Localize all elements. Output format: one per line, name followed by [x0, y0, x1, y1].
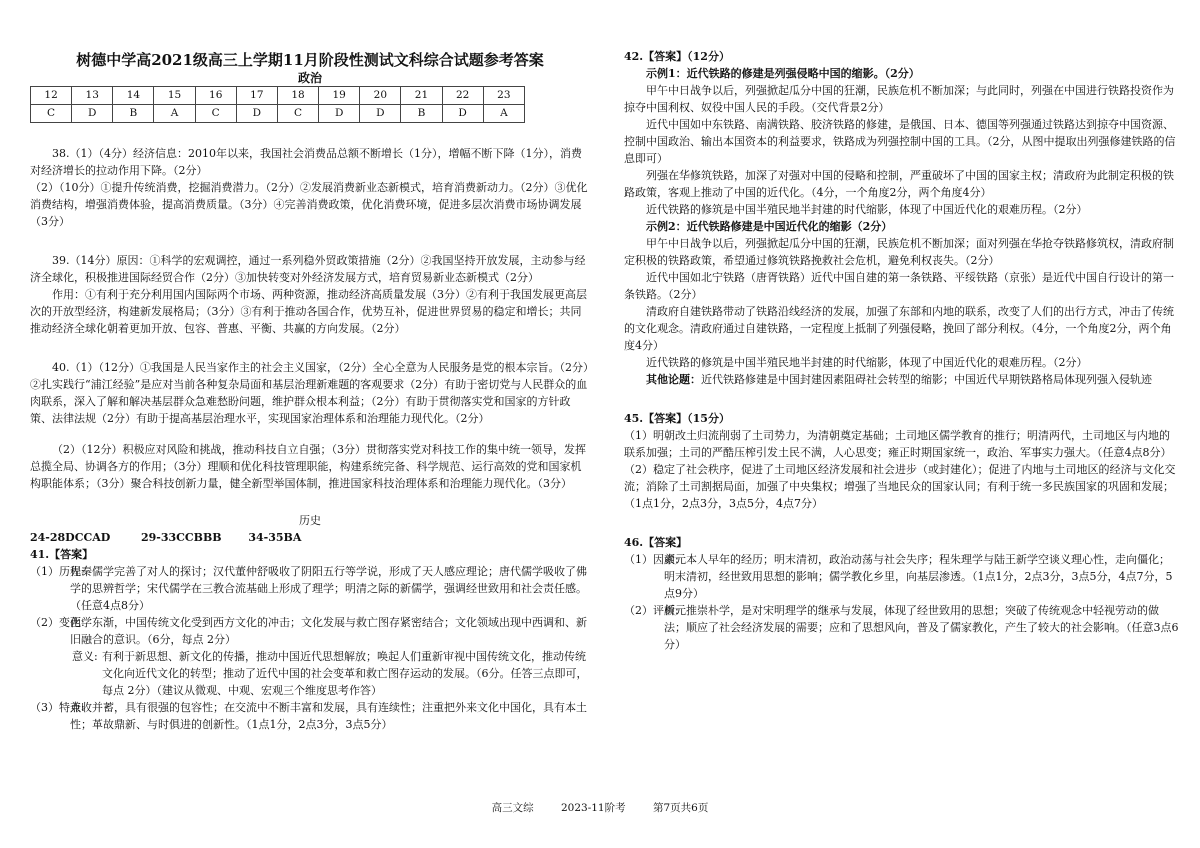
q40-part2: （2）（12分）积极应对风险和挑战，推动科技自立自强；（3分）贯彻落实党对科技工作的集中统一领导，发挥总揽全局、协调各方的作用；（3分）理顺和优化科技管理职能，构建系统完备、科学规范、运行高效的党和国家机构职能体系；（3分）聚合科技创新力量，健全新型举国体制，推进国家科技治理体系和治理能力现代化。（3分） [30, 443, 586, 490]
left-column [30, 0, 590, 733]
q42-other-text: 近代铁路修建是中国封建因素阻碍社会转型的缩影；中国近代早期铁路格局体现列强入侵轨迹 [701, 373, 1152, 386]
history-choice-answers [30, 529, 590, 546]
politics-answer-table [30, 86, 525, 123]
history-choice-34-35: 34-35BA [248, 531, 302, 544]
q41-part2-label: （2）变化: [30, 616, 85, 629]
answer-cell: B [401, 105, 442, 123]
answer-cell: D [72, 105, 113, 123]
question-number-cell: 22 [442, 87, 483, 105]
q42-example2-p2: 近代中国如北宁铁路（唐胥铁路）近代中国自建的第一条铁路、平绥铁路（京张）是近代中国自行设计的第一条铁路。（2分） [624, 271, 1174, 301]
question-number-cell: 21 [401, 87, 442, 105]
question-number-cell: 14 [113, 87, 154, 105]
section-title-politics: 政治 [297, 71, 322, 85]
q46-part1 [624, 551, 1180, 602]
section-title-history: 历史 [299, 514, 321, 527]
footer-page: 第7页共6页 [652, 802, 709, 814]
answer-cell: A [154, 105, 195, 123]
q46-part2 [624, 602, 1180, 653]
q42-example1-p1: 甲午中日战争以后，列强掀起瓜分中国的狂潮，民族危机不断加深；与此同时，列强在中国进行铁路投资作为掠夺中国利权、奴役中国人民的手段。（交代背景2分） [624, 84, 1174, 114]
question-number-cell: 23 [483, 87, 524, 105]
q46-part2-label: （2）评析: [624, 604, 679, 617]
answer-cell: B [113, 105, 154, 123]
q41-part3-text: 兼收并蓄，具有很强的包容性；在交流中不断丰富和发展，具有连续性；注重把外来文化中国化，具有本土性；革故鼎新、与时俱进的创新性。（1点1分，2点3分，3点5分） [70, 701, 587, 731]
q46-part1-label: （1）因素: [624, 553, 679, 566]
q40-part1: 40.（1）（12分）①我国是人民当家作主的社会主义国家，（2分）全心全意为人民服务是党的根本宗旨。（2分）②扎实践行“浦江经验”是应对当前各种复杂局面和基层治理新难题的客观要求（2分）有助于密切党与人民群众的血肉联系，深入了解和解决基层群众急难愁盼问题，维护群众根本利益；（2分）有助于贯彻落实党和国家的方针政策、法律法规（2分）有助于提高基层治理水平，实现国家治理体系和治理能力现代化。（2分） [30, 361, 589, 425]
q39-reasons: 39.（14分）原因：①科学的宏观调控，通过一系列稳外贸政策措施（2分）②我国坚持开放发展，主动参与经济全球化，积极推进国际经贸合作（2分）③加快转变对外经济发展方式，培育贸易新业态新模式（2分） [30, 254, 586, 284]
q42-other-label: 其他论题： [646, 373, 701, 386]
q41-part2 [30, 614, 590, 648]
q41-part2-significance [30, 648, 590, 699]
q38-part1: 38.（1）（4分）经济信息：2010年以来，我国社会消费品总额不断增长（1分），增幅不断下降（1分），消费对经济增长的拉动作用下降。（2分） [30, 147, 582, 177]
footer-subject: 高三文综 [491, 802, 534, 814]
q42-example1-p3: 列强在华修筑铁路，加深了对强对中国的侵略和控制，严重破坏了中国的国家主权；清政府为此制定积极的铁路政策，客观上推动了中国的近代化。（4分，一个角度2分，两个角度4分） [624, 169, 1174, 199]
answer-cell: C [31, 105, 72, 123]
question-number-cell: 20 [360, 87, 401, 105]
q46-part1-text: 颜元本人早年的经历；明末清初，政治动荡与社会失序；程朱理学与陆王新学空谈义理心性，走向僵化；明末清初，经世致用思想的影响；儒学教化乡里，向基层渗透。（1点1分，2点3分，3点5分，4点7分，5点9分） [664, 553, 1173, 600]
q41-part3-label: （3）特点: [30, 701, 85, 714]
question-number-cell: 19 [319, 87, 360, 105]
answer-cell: D [442, 105, 483, 123]
q41-part3 [30, 699, 590, 733]
q42-example2-p3: 清政府自建铁路带动了铁路沿线经济的发展，加强了东部和内地的联系，改变了人们的出行方式，冲击了传统的文化观念。清政府通过自建铁路，一定程度上抵制了列强侵略，挽回了部分利权。（4分，一个角度2分，两个角度4分） [624, 305, 1174, 352]
q41-part1-label: （1）历程: [30, 565, 85, 578]
history-choice-29-33: 29-33CCBBB [140, 531, 222, 544]
page-title: 树德中学高2021级高三上学期11月阶段性测试文科综合试题参考答案 [76, 51, 544, 69]
q41-part1-text: 先秦儒学完善了对人的探讨；汉代董仲舒吸收了阴阳五行等学说，形成了天人感应理论；唐代儒学吸收了佛学的思辨哲学；宋代儒学在三教合流基础上形成了理学；明清之际的新儒学，强调经世致用和社会责任感。（任意4点8分） [70, 565, 587, 612]
q45-heading: 45.【答案】（15分） [624, 412, 730, 425]
history-choice-24-28: 24-28DCCAD [30, 531, 111, 544]
q42-example2-p1: 甲午中日战争以后，列强掀起瓜分中国的狂潮，民族危机不断加深；面对列强在华抢夺铁路修筑权，清政府制定积极的铁路政策，希望通过修筑铁路挽救社会危机，避免利权丧失。（2分） [624, 237, 1174, 267]
question-number-cell: 18 [277, 87, 318, 105]
q42-example1-p4: 近代铁路的修筑是中国半殖民地半封建的时代缩影，体现了中国近代化的艰难历程。（2分） [646, 203, 1088, 216]
answer-table-answers-row [31, 105, 525, 123]
q42-example2-title: 示例2：近代铁路修建是中国近代化的缩影（2分） [646, 220, 893, 233]
q46-part2-text: 颜元推崇朴学，是对宋明理学的继承与发展，体现了经世致用的思想；突破了传统观念中轻视劳动的做法；顺应了社会经济发展的需要；应和了思想风向，普及了儒家教化，产生了较大的社会影响。（任意3点6分） [664, 604, 1179, 651]
q42-other-topics [624, 371, 1180, 388]
answer-cell: C [277, 105, 318, 123]
page-footer [0, 800, 1200, 815]
answer-cell: D [236, 105, 277, 123]
q41-heading: 41.【答案】 [30, 548, 94, 561]
q41-significance-text: 有利于新思想、新文化的传播，推动中国近代思想解放；唤起人们重新审视中国传统文化，推动传统文化向近代文化的转型；推动了近代中国的社会变革和救亡图存运动的发展。（6分。任答三点即可，每点 2分）（建议从微观、中观、宏观三个维度思考作答） [102, 650, 588, 697]
right-column [624, 48, 1180, 653]
q41-significance-label: 意义: [72, 650, 98, 663]
q42-example1-p2: 近代中国如中东铁路、南满铁路、胶济铁路的修建，是俄国、日本、德国等列强通过铁路达到掠夺中国资源、控制中国政治、输出本国资本的利益要求，铁路成为列强控制中国的工具。（2分，从图中提取出列强修建铁路的信息即可） [624, 118, 1176, 165]
question-number-cell: 16 [195, 87, 236, 105]
q45-part1: （1）明朝改土归流削弱了土司势力，为清朝奠定基础；土司地区儒学教育的推行；明清两代，土司地区与内地的联系加强；土司的严酷压榨引发土民不满，人心思变；雍正时期国家统一，政治、军事实力强大。（任意4点8分） [624, 429, 1172, 459]
question-number-cell: 15 [154, 87, 195, 105]
q38-part2: （2）（10分）①提升传统消费，挖掘消费潜力。（2分）②发展消费新业态新模式，培育消费新动力。（2分）③优化消费结构，增强消费体验，提高消费质量。（3分）④完善消费政策，优化消费环境，促进多层次消费市场协调发展（3分） [30, 181, 588, 228]
q42-example2-p4: 近代铁路的修筑是中国半殖民地半封建的时代缩影，体现了中国近代化的艰难历程。（2分） [646, 356, 1088, 369]
q41-part2-text: 西学东渐，中国传统文化受到西方文化的冲击；文化发展与救亡图存紧密结合；文化领域出现中西调和、新旧融合的意识。（6分，每点 2分） [70, 616, 587, 646]
question-number-cell: 17 [236, 87, 277, 105]
footer-exam: 2023-11阶考 [560, 802, 626, 814]
answer-cell: C [195, 105, 236, 123]
answer-cell: D [360, 105, 401, 123]
question-number-cell: 13 [72, 87, 113, 105]
question-number-cell: 12 [31, 87, 72, 105]
answer-table-numbers-row [31, 87, 525, 105]
q41-part1 [30, 563, 590, 614]
answer-cell: A [483, 105, 524, 123]
q45-part2: （2）稳定了社会秩序，促进了土司地区经济发展和社会进步（或封建化）；促进了内地与土司地区的经济与文化交流；消除了土司割据局面，加强了中央集权；增强了当地民众的国家认同；有利于统一多民族国家的巩固和发展；（1点1分，2点3分，3点5分，4点7分） [624, 463, 1176, 510]
q39-effects: 作用：①有利于充分利用国内国际两个市场、两种资源，推动经济高质量发展（3分）②有利于我国发展更高层次的开放型经济，构建新发展格局；（3分）③有利于推动各国合作，优势互补，促进世界贸易的稳定和增长；共同推动经济全球化朝着更加开放、包容、普惠、平衡、共赢的方向发展。（2分） [30, 288, 587, 335]
q46-heading: 46.【答案】 [624, 536, 688, 549]
q42-example1-title: 示例1：近代铁路的修建是列强侵略中国的缩影。（2分） [646, 67, 920, 80]
answer-cell: D [319, 105, 360, 123]
q42-heading: 42.【答案】（12分） [624, 50, 730, 63]
